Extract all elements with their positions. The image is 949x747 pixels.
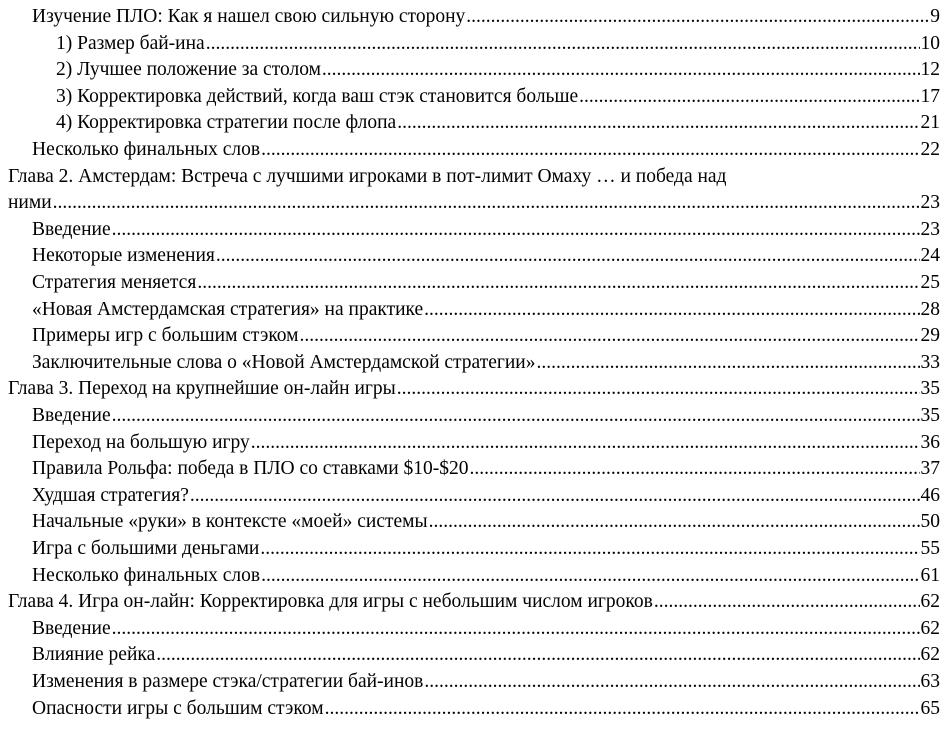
dot-leader bbox=[261, 137, 919, 163]
dot-leader bbox=[397, 376, 920, 402]
toc-entry-title: Влияние рейка bbox=[32, 644, 156, 666]
toc-entry-page-number: 22 bbox=[920, 139, 940, 160]
toc-entry[interactable] bbox=[0, 137, 940, 163]
toc-entry[interactable] bbox=[0, 217, 940, 243]
toc-entry-page-number: 61 bbox=[920, 564, 940, 586]
toc-entry-title: ними bbox=[8, 192, 52, 214]
toc-entry[interactable] bbox=[0, 323, 940, 349]
toc-entry-title: Стратегия меняется bbox=[32, 272, 197, 293]
toc-entry[interactable] bbox=[0, 4, 940, 30]
toc-entry-title: 2) Лучшее положение за столом bbox=[56, 59, 321, 81]
toc-entry[interactable] bbox=[0, 696, 940, 722]
toc-entry-page-number: 29 bbox=[920, 325, 940, 347]
toc-entry-title: Введение bbox=[32, 617, 111, 639]
toc-entry-title: Глава 4. Игра он-лайн: Корректировка для игры с небольшим числом игроков bbox=[8, 591, 653, 613]
toc-entry-title: Несколько финальных слов bbox=[32, 564, 261, 586]
toc-entry-page-number: 35 bbox=[920, 405, 940, 426]
toc-entry-page-number: 46 bbox=[920, 484, 940, 506]
toc-entry-title: Игра с большими деньгами bbox=[32, 538, 260, 559]
toc-entry-title: 4) Корректировка стратегии после флопа bbox=[56, 112, 397, 134]
toc-entry[interactable] bbox=[0, 509, 940, 535]
dot-leader bbox=[300, 323, 920, 349]
dot-leader bbox=[654, 589, 920, 615]
dot-leader bbox=[424, 669, 919, 695]
dot-leader bbox=[397, 110, 919, 136]
toc-entry-title: Введение bbox=[32, 405, 111, 426]
toc-entry-title: Переход на большую игру bbox=[32, 431, 250, 453]
dot-leader bbox=[429, 509, 920, 535]
dot-leader bbox=[325, 696, 920, 722]
toc-entry-page-number: 17 bbox=[920, 85, 940, 107]
toc-entry[interactable] bbox=[0, 456, 940, 482]
toc-entry-page-number: 23 bbox=[920, 218, 940, 240]
toc-entry-title: «Новая Амстердамская стратегия» на практике bbox=[32, 298, 424, 320]
toc-entry[interactable] bbox=[0, 430, 940, 456]
toc-entry[interactable] bbox=[0, 536, 940, 562]
toc-entry-page-number: 28 bbox=[920, 298, 940, 320]
toc-entry-page-number: 50 bbox=[920, 511, 940, 533]
dot-leader bbox=[466, 4, 929, 30]
toc-entry-page-number: 21 bbox=[920, 112, 940, 134]
toc-entry-page-number: 10 bbox=[920, 32, 940, 54]
toc-entry-title: Некоторые изменения bbox=[32, 245, 215, 267]
toc-entry-title: Введение bbox=[32, 218, 111, 240]
dot-leader bbox=[322, 57, 920, 83]
toc-entry-page-number: 62 bbox=[920, 617, 940, 639]
toc-entry-page-number: 62 bbox=[920, 644, 940, 666]
dot-leader bbox=[197, 270, 919, 296]
toc-entry[interactable] bbox=[0, 403, 940, 429]
toc-entry[interactable] bbox=[0, 270, 940, 296]
toc-entry-title-line1: Глава 2. Амстердам: Встреча с лучшими игроками в пот-лимит Омаху … и победа над bbox=[8, 165, 727, 187]
toc-entry-title: Правила Рольфа: победа в ПЛО со ставками $10-$20 bbox=[32, 458, 469, 480]
dot-leader bbox=[53, 190, 920, 216]
toc-entry-title: Заключительные слова о «Новой Амстердамской стратегии» bbox=[32, 351, 536, 373]
toc-entry[interactable] bbox=[0, 243, 940, 269]
dot-leader bbox=[251, 430, 920, 456]
toc-entry-page-number: 63 bbox=[920, 671, 940, 692]
dot-leader bbox=[470, 456, 920, 482]
toc-entry-title: Начальные «руки» в контексте «моей» системы bbox=[32, 511, 428, 533]
dot-leader bbox=[424, 297, 919, 323]
toc-entry-page-number: 33 bbox=[920, 351, 940, 373]
dot-leader bbox=[579, 84, 919, 110]
toc-entry-page-number: 55 bbox=[920, 538, 940, 559]
toc-entry-title: Худшая стратегия? bbox=[32, 484, 189, 506]
toc-entry-page-number: 37 bbox=[920, 458, 940, 480]
dot-leader bbox=[537, 350, 920, 376]
dot-leader bbox=[260, 536, 919, 562]
toc-entry[interactable] bbox=[0, 350, 940, 376]
toc-entry-page-number: 23 bbox=[920, 192, 940, 214]
toc-entry[interactable] bbox=[0, 669, 940, 695]
toc-entry[interactable] bbox=[0, 31, 940, 57]
toc-entry-title: Примеры игр с большим стэком bbox=[32, 325, 299, 347]
toc-entry[interactable] bbox=[0, 84, 940, 110]
dot-leader bbox=[261, 563, 919, 589]
dot-leader bbox=[190, 483, 920, 509]
toc-entry[interactable] bbox=[0, 110, 940, 136]
dot-leader bbox=[156, 642, 919, 668]
dot-leader bbox=[216, 243, 920, 269]
dot-leader bbox=[112, 217, 920, 243]
toc-entry-page-number: 12 bbox=[920, 59, 940, 81]
dot-leader bbox=[112, 403, 920, 429]
toc-entry[interactable] bbox=[0, 589, 940, 615]
dot-leader bbox=[206, 31, 920, 57]
toc-entry[interactable] bbox=[0, 563, 940, 589]
toc-entry[interactable] bbox=[0, 297, 940, 323]
toc-entry-page-number: 9 bbox=[930, 6, 940, 27]
toc-entry[interactable] bbox=[0, 190, 940, 216]
toc-entry-title: Несколько финальных слов bbox=[32, 139, 261, 160]
toc-entry-title: 1) Размер бай-ина bbox=[56, 32, 205, 54]
dot-leader bbox=[112, 616, 920, 642]
toc-entry[interactable] bbox=[0, 616, 940, 642]
toc-entry-page-number: 36 bbox=[920, 431, 940, 453]
toc-entry[interactable] bbox=[0, 57, 940, 83]
toc-entry-title: Глава 3. Переход на крупнейшие он-лайн игры bbox=[8, 378, 396, 400]
toc-entry-page-number: 62 bbox=[920, 591, 940, 613]
toc-entry-page-number: 24 bbox=[920, 245, 940, 267]
toc-entry-title: Изменения в размере стэка/стратегии бай-инов bbox=[32, 671, 424, 692]
toc-entry-page-number: 25 bbox=[920, 272, 940, 293]
toc-entry-page-number: 35 bbox=[920, 378, 940, 400]
toc-entry-title: 3) Корректировка действий, когда ваш стэк становится больше bbox=[56, 85, 579, 107]
toc-entry[interactable] bbox=[0, 483, 940, 509]
toc-entry[interactable] bbox=[0, 376, 940, 402]
toc-entry-title: Изучение ПЛО: Как я нашел свою сильную сторону bbox=[32, 6, 466, 27]
toc-entry-page-number: 65 bbox=[920, 697, 940, 719]
toc-entry-title: Опасности игры с большим стэком bbox=[32, 697, 324, 719]
toc-entry[interactable] bbox=[0, 642, 940, 668]
